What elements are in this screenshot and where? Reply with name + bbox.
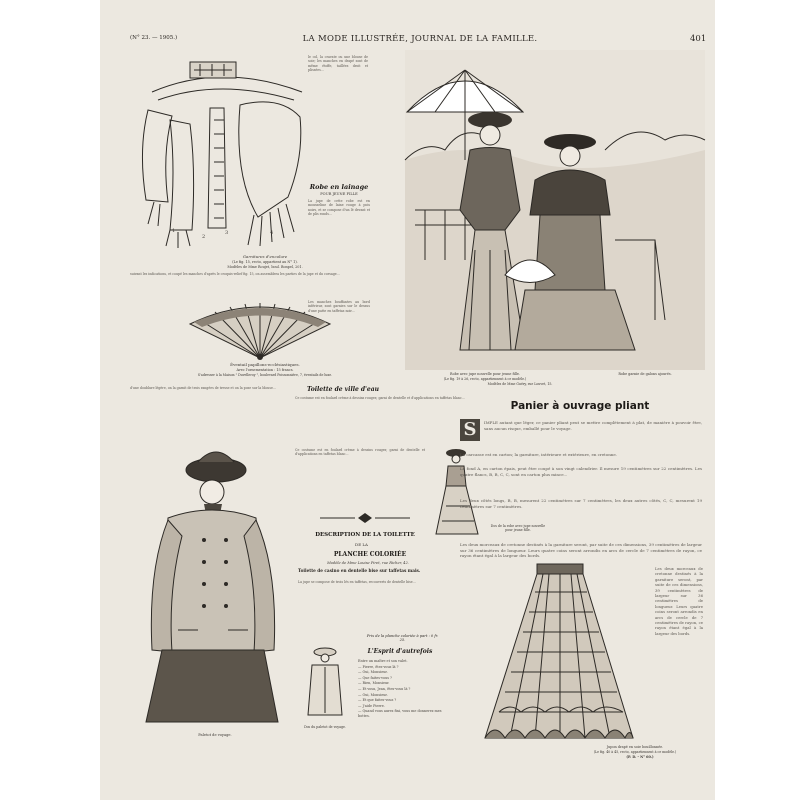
robe-lainage-body: La jupe de cette robe est en mousseline de laine rouge à pois noirs, et se compose d'un lé devant et de plis ronds... (308, 199, 370, 216)
illustration-caption-left: Robe avec jupe nouvelle pour jeune fille. (450, 372, 520, 376)
skirt-caption3: (P. D. - N° 60.) (626, 755, 654, 759)
description-lead: Toilette de casino en dentelle bise sur taffetas mais. (298, 568, 421, 573)
skirt-caption: Jupon drapé en soie bouillonnée. (606, 745, 664, 749)
illustration-caption-left3: Modèles de Mme Guéry, rue Louvet, 15. (487, 382, 553, 386)
toilette-ville-heading: Toilette de ville d'eau (306, 386, 380, 393)
issue-number: (N° 23. — 1905.) (130, 35, 178, 41)
ornament-divider (320, 512, 410, 524)
description-modele: Modèle de Mme Louise Piret, rue Richer, 42. (327, 561, 409, 565)
esprit-heading: L'Esprit d'autrefois (367, 648, 433, 655)
fan-caption-title: Éventail papillons-ecclésiastiques. (230, 362, 300, 367)
paletot-body-text: d'une doublure légère, on la garnit de trois rangées de tresse et on la pose sur la blouse... (130, 386, 276, 390)
collars-illustration (130, 50, 315, 255)
esprit-line: — Quand vous aurez fini, vous me donnerez mes bottes. (358, 709, 442, 718)
skirt-caption2: (Le fig. 40 à 45, recto, appartiennent à ce modèle.) (593, 750, 677, 754)
dos-paletot-caption: Dos du paletot de voyage. (304, 725, 346, 729)
skirt-illustration (465, 562, 655, 742)
description-body: La jupe se compose de trois lés en taffetas, recouverts de dentelle bise... (298, 580, 416, 584)
panier-heading: Panier à ouvrage pliant (510, 400, 650, 412)
esprit-line: — Et que faites-vous ? (358, 698, 397, 703)
esprit-line: — Que faites-vous ? (358, 675, 392, 680)
page-number: 401 (690, 34, 707, 44)
collar-label-4: 4 (270, 230, 274, 236)
esprit-line: — Pierre, êtes-vous là ? (358, 664, 399, 669)
panier-body5: Les deux morceaux de cretonne destinés à la garniture seront, par suite de ces dimensions, 39 centimètres de largeur sur 36 centimètres de longueur. Leurs quatre coins seront arrondis en arcs de cercle de 7 centimètres de rayon, ce rayon étant égal à la largeur des bords. (460, 542, 702, 559)
esprit-line: — Oui, Monsieur. (358, 670, 388, 675)
panier-body3: Le fond A, en carton épais, peut être coupé à son vingt calendrier. Il mesure 19 centimètres sur 22 centimètres. Les quatre flancs, B, B, C, C, sont en carton plus mince... (460, 466, 702, 477)
collar-label-3: 3 (225, 230, 229, 236)
panier-body5-col: Les deux morceaux de cretonne destinés à la garniture seront, par suite de ces dimensions, 39 centimètres de largeur sur 36 centimètres de longueur. Leurs quatre coins seront arrondis en arcs de cercle de 7 centimètres de rayon, ce rayon étant égal à la largeur des bords. (655, 566, 703, 636)
robe-col-text: le col, la cravate ou une blouse de soie; les manches en drapé sont de même étoffe, taillées droit et plissées... (308, 55, 368, 72)
panier-drop-cap: S (460, 419, 480, 441)
robe-lainage-subheading: POUR JEUNE FILLE (320, 192, 358, 196)
fan-caption-line2: S'adresser à la Maison " Duvelleroy ", boulevard Poissonnière, 7, éventails de luxe. (197, 373, 333, 377)
illustration-caption-left2: (Le fig. 19 à 26, recto, appartiennent à ce modèle.) (443, 377, 527, 381)
panier-body4: Les deux côtés longs, B, B, mesurent 22 centimètres sur 7 centimètres, les deux autres côtés, C, C, mesurent 19 centimètres sur 7 centimètres. (460, 498, 702, 509)
paletot-caption: Paletot de voyage. (198, 733, 232, 737)
robe-lainage-body2: Les manches bouffantes au bord inférieur, sont garnies sur le dessus d'une patte en taffetas noir... (308, 300, 370, 313)
description-subheading: PLANCHE COLORIÉE (333, 551, 407, 558)
collars-caption-line1: (Le fig. 15, recto, appartient au N° 1). (232, 260, 298, 264)
esprit-line: — Oui, Monsieur. (358, 692, 388, 697)
panier-body1: IMPLE autant que léger, ce panier pliant peut se mettre complètement à plat, de manière à pouvoir être, sans aucun risque, emballé pour le voyage. (484, 420, 702, 431)
ladies-parasol-illustration (405, 50, 705, 370)
description-de-la: DE LA (355, 542, 368, 547)
esprit-line: — Et vous, Jean, êtes-vous là ? (358, 686, 411, 691)
collars-caption-title: Garnitures d'encolure (242, 254, 288, 259)
robe-lainage-heading: Robe en lainage (309, 183, 369, 191)
esprit-line: — J'aide Pierre. (358, 703, 385, 708)
fan-caption-line1: Avec l'ornementation : 15 francs. (236, 368, 294, 372)
paletot-illustration (128, 440, 293, 725)
small-lady-caption: Dos de la robe avec jupe nouvelle pour jeune fille. (490, 524, 546, 532)
toilette-ville-body: Ce costume est en foulard crème à dessins rouges; garni de dentelle et d'applications en taffetas blanc... (295, 396, 465, 400)
journal-title: LA MODE ILLUSTRÉE, JOURNAL DE LA FAMILLE. (302, 34, 538, 44)
esprit-line: — Rien, Monsieur. (358, 681, 390, 686)
esprit-lines (358, 659, 448, 718)
illustration-caption-right: Robe garnie de galons ajourés. (618, 372, 672, 376)
collar-label-2: 2 (202, 234, 206, 240)
magazine-page (100, 0, 715, 800)
esprit-line: Entre un maître et son valet. (358, 659, 408, 663)
description-heading: DESCRIPTION DE LA TOILETTE (315, 532, 415, 538)
dos-paletot-illustration (300, 645, 350, 720)
collars-body-text: suivant les indications, et coupé les manches d'après le croquis-relief fig. 15, on assemblera les parties de la jupe et du corsage... (130, 272, 340, 276)
collars-caption-line2: Modèles de Mme Roujet, boul. Bonpel, 201. (227, 265, 303, 269)
collar-label-1: 1 (172, 228, 176, 234)
toilette-ville-body-col: Ce costume est en foulard crème à dessins rouges; garni de dentelle et d'applications en taffetas blanc... (295, 448, 425, 457)
description-price: Prix de la planche coloriée à part : 0 fr. 25. (366, 634, 439, 642)
panier-body2: La carcasse est en carton; la garniture, intérieure et extérieure, en cretonne. (460, 452, 617, 457)
